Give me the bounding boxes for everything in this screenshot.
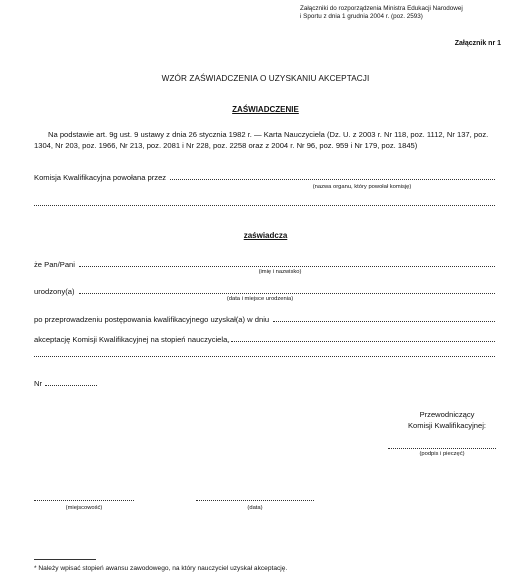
form-title: WZÓR ZAŚWIADCZENIA O UZYSKANIU AKCEPTACJI (161, 74, 370, 83)
commission-row (34, 171, 495, 182)
acceptance-level-field[interactable] (231, 341, 495, 342)
person-row (34, 258, 495, 269)
date-caption: (data) (247, 505, 263, 511)
annex-label: Załącznik nr 1 (454, 40, 501, 47)
birth-caption: (data i miejsce urodzenia) (226, 296, 294, 302)
procedure-date-field[interactable] (273, 321, 495, 322)
person-caption: (imię i nazwisko) (258, 269, 302, 275)
acceptance-row: akceptację Komisji Kwalifikacyjnej na stopień nauczyciela * (34, 333, 495, 344)
person-label: że Pan/Pani (34, 260, 78, 269)
acceptance-label: akceptację Komisji Kwalifikacyjnej na stopień nauczyciela (34, 335, 228, 344)
footnote-divider (34, 559, 96, 560)
legal-basis: Na podstawie art. 9g ust. 9 ustawy z dnia 26 stycznia 1982 r. — Karta Nauczyciela (Dz. U. z 2003 r. Nr 118, poz. 1112, Nr 137, poz. 1304, Nr 203, poz. 1966, Nr 213, poz. 2081 i Nr 228, poz. 2258 oraz z 2004 r. Nr 96, poz. 959 i Nr 179, poz. 1845) (34, 130, 489, 150)
acceptance-field-continued[interactable] (34, 356, 495, 357)
place-field[interactable] (34, 500, 134, 501)
regulation-line-1: Załączniki do rozporządzenia Ministra Edukacji Narodowej (300, 5, 463, 12)
place-caption: (miejscowość) (65, 505, 103, 511)
chair-signature-caption: (podpis i pieczęć) (419, 451, 465, 457)
number-row (34, 379, 97, 388)
birth-label: urodzony(a) (34, 287, 77, 296)
commission-caption: (nazwa organu, który powołał komisję) (312, 184, 412, 190)
regulation-line-2: i Sportu z dnia 1 grudnia 2004 r. (poz. 2593) (300, 13, 423, 20)
chair-title-line-2: Komisji Kwalifikacyjnej: (407, 420, 487, 430)
number-field[interactable] (45, 385, 97, 386)
footnote-mark: * (34, 565, 37, 572)
chair-signature-field[interactable] (388, 448, 496, 449)
certificate-heading: ZAŚWIADCZENIE (232, 105, 299, 114)
commission-field[interactable] (170, 179, 495, 180)
commission-label: Komisja Kwalifikacyjna powołana przez (34, 173, 169, 182)
number-label: Nr (34, 379, 43, 388)
commission-field-continued[interactable] (34, 205, 495, 206)
chair-title-line-1: Przewodniczący (419, 410, 475, 419)
footnote-text: Należy wpisać stopień awansu zawodowego, na który nauczyciel uzyskał akceptację. (36, 565, 288, 572)
procedure-label: po przeprowadzeniu postępowania kwalifikacyjnego uzyskał(a) w dniu (34, 315, 272, 324)
birth-row (34, 285, 495, 296)
regulation-reference (300, 5, 525, 21)
certifies-heading: zaświadcza (243, 231, 288, 240)
procedure-row (34, 313, 495, 324)
birth-field[interactable] (79, 293, 495, 294)
footnote (34, 565, 287, 572)
date-field[interactable] (196, 500, 314, 501)
chair-block (372, 410, 522, 431)
person-name-field[interactable] (79, 266, 495, 267)
